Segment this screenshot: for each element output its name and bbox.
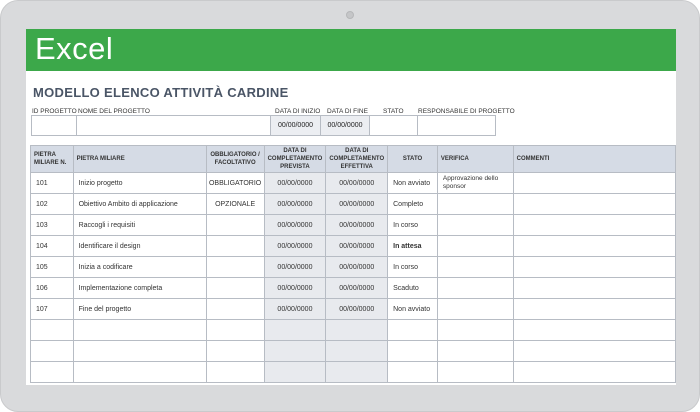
cell-planned-date[interactable]: 00/00/0000 <box>264 299 326 320</box>
start-date-label: DATA DI INIZIO <box>275 108 321 115</box>
cell-actual-date[interactable] <box>326 362 388 383</box>
cell-actual-date[interactable]: 00/00/0000 <box>326 278 388 299</box>
table-row <box>31 320 676 341</box>
cell-verification[interactable] <box>437 320 513 341</box>
table-row <box>31 341 676 362</box>
cell-milestone[interactable]: Inizia a codificare <box>73 257 206 278</box>
cell-verification[interactable] <box>437 215 513 236</box>
cell-milestone-number[interactable] <box>31 341 74 362</box>
cell-comments[interactable] <box>513 173 675 194</box>
cell-milestone-number[interactable]: 105 <box>31 257 74 278</box>
table-row <box>31 173 676 194</box>
cell-planned-date[interactable]: 00/00/0000 <box>264 278 326 299</box>
cell-status[interactable] <box>388 320 438 341</box>
project-id-cell[interactable] <box>31 115 77 136</box>
document-title: MODELLO ELENCO ATTIVITÀ CARDINE <box>33 85 289 100</box>
end-date-cell[interactable]: 00/00/0000 <box>320 115 370 136</box>
cell-planned-date[interactable]: 00/00/0000 <box>264 257 326 278</box>
cell-actual-date[interactable]: 00/00/0000 <box>326 215 388 236</box>
cell-required-optional[interactable] <box>206 278 264 299</box>
cell-status[interactable]: In corso <box>388 215 438 236</box>
status-cell[interactable] <box>369 115 418 136</box>
cell-comments[interactable] <box>513 299 675 320</box>
cell-comments[interactable] <box>513 257 675 278</box>
cell-comments[interactable] <box>513 278 675 299</box>
cell-milestone[interactable] <box>73 341 206 362</box>
cell-required-optional[interactable]: OPZIONALE <box>206 194 264 215</box>
cell-milestone-number[interactable]: 103 <box>31 215 74 236</box>
milestone-table <box>30 145 676 383</box>
camera-dot <box>346 11 354 19</box>
cell-comments[interactable] <box>513 362 675 383</box>
cell-status[interactable]: Completo <box>388 194 438 215</box>
cell-actual-date[interactable]: 00/00/0000 <box>326 257 388 278</box>
cell-verification[interactable]: Approvazione dello sponsor <box>437 173 513 194</box>
cell-status[interactable] <box>388 362 438 383</box>
cell-milestone-number[interactable]: 101 <box>31 173 74 194</box>
cell-milestone-number[interactable]: 102 <box>31 194 74 215</box>
cell-planned-date[interactable]: 00/00/0000 <box>264 173 326 194</box>
cell-actual-date[interactable] <box>326 341 388 362</box>
cell-planned-date[interactable]: 00/00/0000 <box>264 194 326 215</box>
cell-milestone[interactable]: Raccogli i requisiti <box>73 215 206 236</box>
cell-actual-date[interactable]: 00/00/0000 <box>326 194 388 215</box>
cell-required-optional[interactable] <box>206 320 264 341</box>
cell-required-optional[interactable] <box>206 362 264 383</box>
cell-milestone-number[interactable] <box>31 320 74 341</box>
project-name-label: NOME DEL PROGETTO <box>78 108 150 115</box>
header-milestone-number[interactable]: PIETRA MILIARE N. <box>31 146 74 173</box>
cell-status[interactable]: In corso <box>388 257 438 278</box>
cell-status[interactable]: Non avviato <box>388 299 438 320</box>
cell-verification[interactable] <box>437 341 513 362</box>
cell-planned-date[interactable]: 00/00/0000 <box>264 215 326 236</box>
cell-planned-date[interactable] <box>264 341 326 362</box>
cell-comments[interactable] <box>513 320 675 341</box>
table-row <box>31 215 676 236</box>
cell-planned-date[interactable]: 00/00/0000 <box>264 236 326 257</box>
cell-status[interactable]: In attesa <box>388 236 438 257</box>
cell-milestone[interactable]: Inizio progetto <box>73 173 206 194</box>
cell-milestone[interactable] <box>73 320 206 341</box>
cell-status[interactable]: Non avviato <box>388 173 438 194</box>
end-date-label: DATA DI FINE <box>327 108 368 115</box>
cell-milestone-number[interactable]: 106 <box>31 278 74 299</box>
cell-milestone[interactable]: Fine del progetto <box>73 299 206 320</box>
cell-actual-date[interactable]: 00/00/0000 <box>326 173 388 194</box>
status-label: STATO <box>383 108 404 115</box>
cell-planned-date[interactable] <box>264 320 326 341</box>
table-header-row <box>31 146 676 173</box>
cell-required-optional[interactable] <box>206 299 264 320</box>
cell-comments[interactable] <box>513 341 675 362</box>
cell-verification[interactable] <box>437 299 513 320</box>
header-verification[interactable]: VERIFICA <box>437 146 513 173</box>
cell-planned-date[interactable] <box>264 362 326 383</box>
cell-verification[interactable] <box>437 278 513 299</box>
project-id-label: ID PROGETTO <box>32 108 77 115</box>
cell-milestone[interactable]: Identificare il design <box>73 236 206 257</box>
cell-verification[interactable] <box>437 236 513 257</box>
header-milestone[interactable]: PIETRA MILIARE <box>73 146 206 173</box>
header-required-optional[interactable]: OBBLIGATORIO / FACOLTATIVO <box>206 146 264 173</box>
project-name-cell[interactable] <box>76 115 271 136</box>
cell-milestone-number[interactable] <box>31 362 74 383</box>
table-row <box>31 257 676 278</box>
cell-milestone[interactable]: Obiettivo Ambito di applicazione <box>73 194 206 215</box>
table-row <box>31 194 676 215</box>
spreadsheet-screen <box>26 29 676 385</box>
header-comments[interactable]: COMMENTI <box>513 146 675 173</box>
cell-required-optional[interactable]: OBBLIGATORIO <box>206 173 264 194</box>
cell-comments[interactable] <box>513 236 675 257</box>
app-banner <box>26 29 676 71</box>
table-row <box>31 362 676 383</box>
cell-required-optional[interactable] <box>206 341 264 362</box>
cell-status[interactable]: Scaduto <box>388 278 438 299</box>
cell-verification[interactable] <box>437 257 513 278</box>
header-planned-date[interactable]: DATA DI COMPLETAMENTO PREVISTA <box>264 146 326 173</box>
table-row <box>31 278 676 299</box>
cell-milestone[interactable] <box>73 362 206 383</box>
owner-cell[interactable] <box>417 115 496 136</box>
cell-milestone[interactable]: Implementazione completa <box>73 278 206 299</box>
cell-status[interactable] <box>388 341 438 362</box>
cell-required-optional[interactable] <box>206 257 264 278</box>
cell-comments[interactable] <box>513 194 675 215</box>
table-row <box>31 236 676 257</box>
owner-label: RESPONSABILE DI PROGETTO <box>418 108 515 115</box>
cell-comments[interactable] <box>513 215 675 236</box>
header-actual-date[interactable]: DATA DI COMPLETAMENTO EFFETTIVA <box>326 146 388 173</box>
cell-actual-date[interactable] <box>326 320 388 341</box>
app-title: Excel <box>35 31 114 66</box>
start-date-cell[interactable]: 00/00/0000 <box>270 115 321 136</box>
cell-milestone-number[interactable]: 107 <box>31 299 74 320</box>
header-status[interactable]: STATO <box>388 146 438 173</box>
cell-required-optional[interactable] <box>206 215 264 236</box>
cell-milestone-number[interactable]: 104 <box>31 236 74 257</box>
cell-verification[interactable] <box>437 362 513 383</box>
cell-verification[interactable] <box>437 194 513 215</box>
table-row <box>31 299 676 320</box>
cell-actual-date[interactable]: 00/00/0000 <box>326 299 388 320</box>
cell-actual-date[interactable]: 00/00/0000 <box>326 236 388 257</box>
cell-required-optional[interactable] <box>206 236 264 257</box>
